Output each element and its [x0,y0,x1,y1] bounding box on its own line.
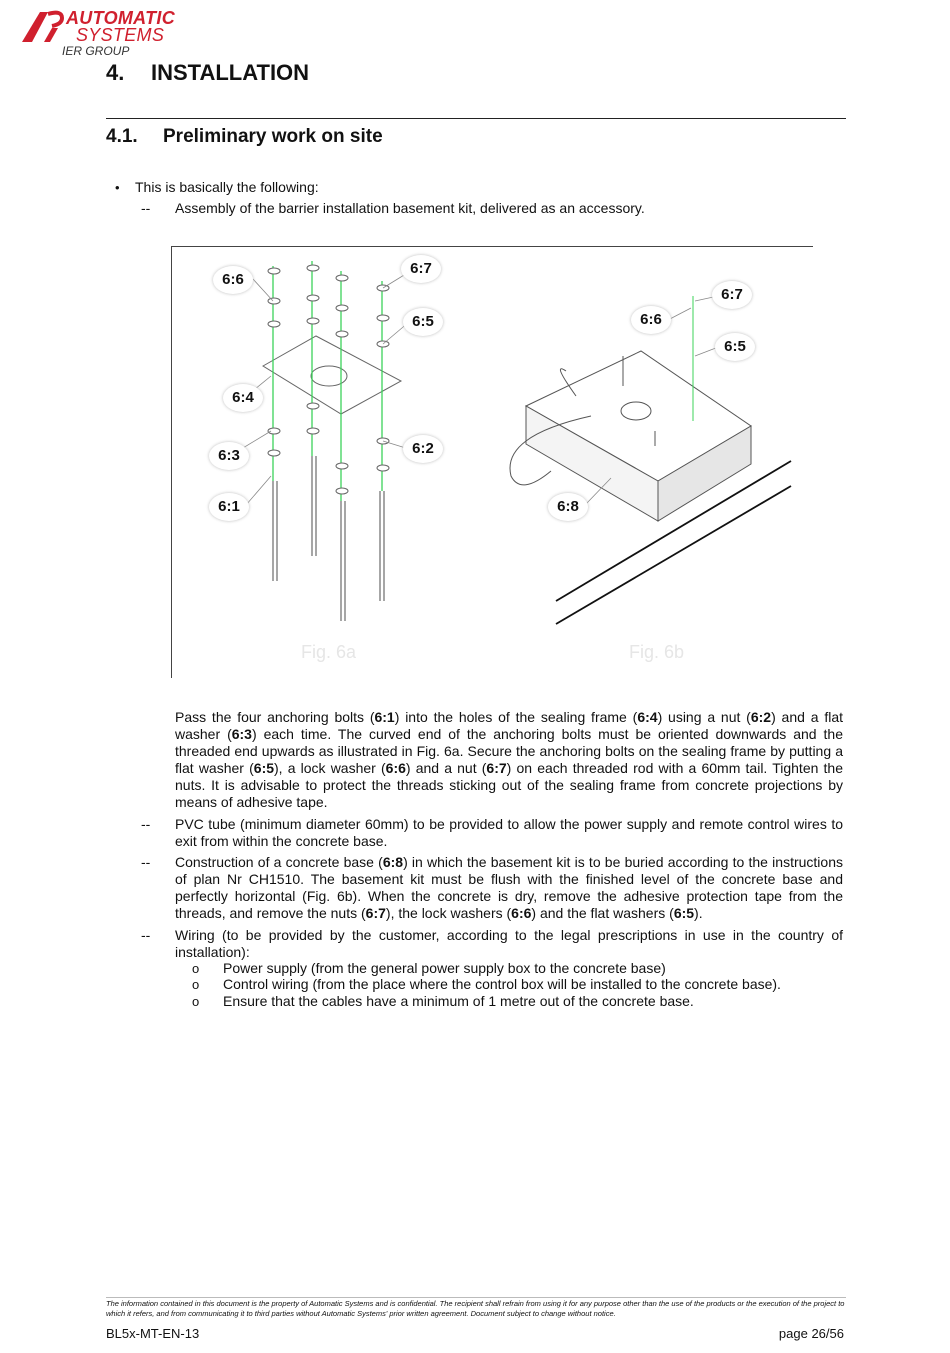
footer-divider [106,1297,846,1298]
list-marker: o [192,961,200,976]
heading-divider [106,118,846,119]
company-logo [18,8,193,60]
chapter-title: INSTALLATION [151,60,310,85]
callout-6-5-b: 6:5 [715,333,755,361]
list-marker: o [192,994,200,1009]
logo-line3: IER GROUP [62,44,130,58]
list-item: Ensure that the cables have a minimum of 1 metre out of the concrete base. [223,993,694,1009]
concrete-base-drawing [510,296,751,521]
section-number: 4.1. [106,126,138,147]
list-item: Power supply (from the general power supply box to the concrete base) [223,960,666,976]
dash-marker: -- [141,854,151,870]
anchoring-bolts-drawing [273,261,384,621]
paragraph-pvc-tube: PVC tube (minimum diameter 60mm) to be provided to allow the power supply and remote control wires to exit from within the concrete base. [175,816,843,849]
callout-6-1: 6:1 [209,493,249,521]
bullet-marker: • [115,180,120,195]
callout-6-3: 6:3 [209,442,249,470]
callout-6-5-a: 6:5 [403,308,443,336]
callout-6-2: 6:2 [403,435,443,463]
logo-line1: AUTOMATIC [66,8,176,28]
installation-figure [171,246,813,678]
sealing-frame-drawing [263,336,401,414]
figure-caption-6a: Fig. 6a [301,642,357,662]
callout-6-8: 6:8 [548,493,588,521]
section-heading [106,126,383,148]
callout-6-7-b: 6:7 [712,281,752,309]
chapter-number: 4. [106,60,125,85]
dash-marker: -- [141,816,151,832]
section-title: Preliminary work on site [163,126,383,147]
figure-caption-6b: Fig. 6b [629,642,685,662]
callout-6-6-a: 6:6 [213,266,253,294]
chapter-heading [106,60,309,86]
list-item: Control wiring (from the place where the control box will be installed to the concrete base). [223,976,781,992]
paragraph-concrete-base: Construction of a concrete base (6:8) in which the basement kit is to be buried according to the instructions of plan Nr CH1510. The basement kit must be flush with the finished level of the concrete base and perfectly horizontal (Fig. 6b). When the concrete is dry, remove the adhesive protection tape from the threads, and remove the nuts (6:7), the lock washers (6:6) and the flat washers (6:5). [175,854,843,921]
intro-item: Assembly of the barrier installation basement kit, delivered as an accessory. [175,200,645,216]
paragraph-anchoring-bolts: Pass the four anchoring bolts (6:1) into the holes of the sealing frame (6:4) using a nut (6:2) and a flat washer (6:3) each time. The curved end of the anchoring bolts must be oriented downwards and the threaded end upwards as illustrated in Fig. 6a. Secure the anchoring bolts on the sealing frame by putting a flat washer (6:5), a lock washer (6:6) and a nut (6:7) on each threaded rod with a 60mm tail. Tighten the nuts. It is advisable to protect the threads sticking out of the sealing frame from concrete projections by means of adhesive tape. [175,709,844,810]
logo-mark-icon [18,8,68,46]
dash-marker: -- [141,927,151,943]
confidentiality-disclaimer: The information contained in this document is the property of Automatic Systems and is confidential. The recipient shall refrain from using it for any purpose other than the use of the products or the execution of the project to which it refers, and from communicating it to third parties without Automatic Systems' prior written agreement. Document subject to change without notice. [106,1299,845,1318]
callout-6-7-a: 6:7 [401,255,441,283]
paragraph-wiring: Wiring (to be provided by the customer, according to the legal prescriptions in use in the country of installation): [175,927,843,960]
page-number: page 26/56 [778,1326,844,1341]
logo-line2: SYSTEMS [76,25,165,45]
callout-6-4: 6:4 [223,384,263,412]
figure-drawing [171,246,813,678]
intro-text: This is basically the following: [135,179,319,195]
document-reference: BL5x-MT-EN-13 [106,1326,200,1341]
dash-marker: -- [141,200,151,216]
callout-6-6-b: 6:6 [631,306,671,334]
list-marker: o [192,977,200,992]
